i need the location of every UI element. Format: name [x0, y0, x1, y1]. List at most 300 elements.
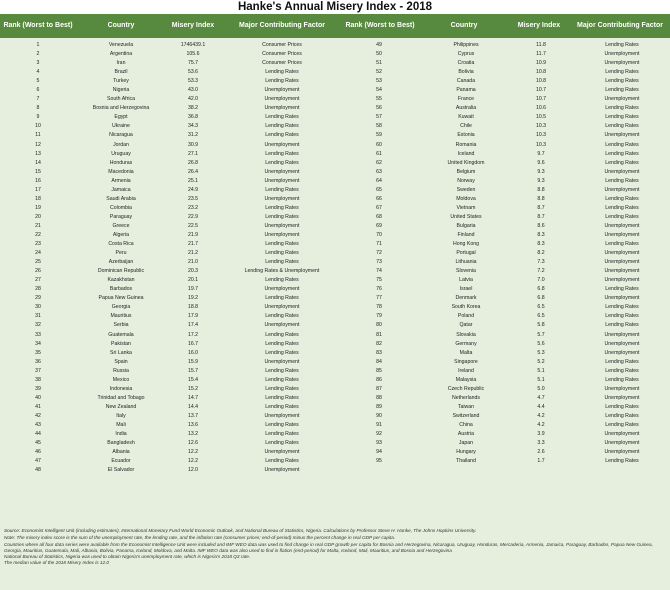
country-cell: Jordan: [113, 141, 129, 148]
header-country-right: Country: [450, 22, 478, 29]
note-definition: Note: The misery index score is the sum of the unemployment rate, the lending rate, and the inflation rate (consumer prices; end-of-period) minus the percent change in real GDP per capita.: [4, 535, 396, 541]
rank-cell: 40: [35, 394, 41, 401]
rank-cell: 27: [35, 277, 41, 284]
table-row: [0, 466, 336, 475]
table-header: [0, 14, 670, 38]
misery-index-cell: 13.6: [187, 421, 199, 428]
rank-cell: 21: [35, 222, 41, 229]
misery-index-cell: 20.1: [187, 277, 199, 284]
misery-index-cell: 11.8: [536, 42, 546, 48]
misery-index-cell: 4.7: [537, 394, 545, 401]
table-row: [0, 276, 336, 285]
country-cell: Iran: [116, 60, 126, 67]
country-cell: Romania: [455, 141, 477, 148]
rank-cell: 26: [35, 268, 41, 275]
rank-cell: 81: [376, 331, 382, 338]
misery-index-cell: 8.3: [537, 231, 545, 238]
table-row: [0, 439, 336, 448]
country-cell: Moldova: [456, 195, 476, 202]
factor-cell: Lending Rates: [605, 358, 639, 365]
factor-cell: Unemployment: [264, 195, 300, 202]
country-cell: Mali: [116, 421, 126, 428]
rank-cell: 4: [36, 69, 40, 76]
table-row: [336, 77, 670, 86]
country-cell: Egypt: [114, 114, 128, 121]
table-row: [0, 249, 336, 258]
factor-cell: Unemployment: [604, 259, 640, 266]
table-right-half: [336, 41, 670, 466]
misery-index-cell: 10.3: [535, 132, 547, 139]
rank-cell: 32: [35, 322, 41, 329]
table-row: [336, 294, 670, 303]
misery-index-cell: 9.6: [537, 159, 545, 166]
rank-cell: 87: [376, 385, 382, 392]
rank-cell: 8: [36, 105, 40, 112]
factor-cell: Lending Rates: [265, 349, 299, 356]
factor-cell: Lending Rates: [605, 195, 639, 202]
rank-cell: 44: [35, 431, 41, 438]
rank-cell: 75: [376, 277, 382, 284]
country-cell: Italy: [116, 412, 126, 419]
table-row: [336, 276, 670, 285]
table-row: [336, 204, 670, 213]
factor-cell: Unemployment: [604, 349, 640, 356]
factor-cell: Lending Rates: [265, 132, 299, 139]
factor-cell: Lending Rates: [605, 204, 639, 211]
rank-cell: 84: [376, 358, 382, 365]
factor-cell: Unemployment: [264, 87, 300, 94]
country-cell: Iceland: [457, 150, 475, 157]
country-cell: Kuwait: [458, 114, 474, 121]
country-cell: Slovakia: [456, 331, 476, 338]
rank-cell: 78: [376, 304, 382, 311]
table-row: [336, 421, 670, 430]
factor-cell: Unemployment: [604, 277, 640, 284]
country-cell: Pakistan: [111, 340, 131, 347]
factor-cell: Unemployment: [264, 222, 300, 229]
header-factor-right: Major Contributing Factor: [577, 22, 663, 29]
table-row: [336, 376, 670, 385]
country-cell: Malta: [459, 349, 473, 356]
country-cell: Portugal: [456, 250, 476, 257]
table-row: [336, 312, 670, 321]
rank-cell: 45: [35, 440, 41, 447]
country-cell: Netherlands: [452, 394, 480, 401]
header-rank-right: Rank (Worst to Best): [345, 22, 415, 29]
misery-index-cell: 36.8: [187, 114, 199, 121]
country-cell: Denmark: [455, 295, 477, 302]
misery-index-cell: 1746439.1: [180, 42, 206, 48]
rank-cell: 28: [35, 286, 41, 293]
table-row: [336, 68, 670, 77]
rank-cell: 59: [376, 132, 382, 139]
table-row: [0, 195, 336, 204]
misery-index-cell: 10.7: [535, 96, 547, 103]
note-nigeria: National Bureau of Statistics, Nigeria was used to obtain Nigeria's unemployment rate, which is Nigeria's 2018 Q3 rate.: [4, 554, 251, 560]
country-cell: Turkey: [113, 78, 129, 85]
rank-cell: 66: [376, 195, 382, 202]
table-row: [0, 349, 336, 358]
factor-cell: Lending Rates: [605, 286, 639, 293]
factor-cell: Unemployment: [264, 141, 300, 148]
factor-cell: Unemployment: [604, 331, 640, 338]
table-row: [0, 141, 336, 150]
misery-index-cell: 5.1: [537, 376, 545, 383]
table-row: [0, 186, 336, 195]
table-row: [0, 376, 336, 385]
factor-cell: Unemployment: [264, 105, 300, 112]
misery-index-cell: 21.2: [187, 250, 199, 257]
country-cell: United Kingdom: [447, 159, 485, 166]
rank-cell: 83: [376, 349, 382, 356]
table-row: [0, 294, 336, 303]
rank-cell: 92: [376, 431, 382, 438]
table-row: [0, 303, 336, 312]
table-row: [0, 213, 336, 222]
misery-index-cell: 19.7: [187, 286, 199, 293]
misery-index-cell: 1.7: [537, 458, 545, 465]
misery-index-cell: 31.2: [187, 132, 199, 139]
table-row: [0, 367, 336, 376]
country-cell: Venezuela: [108, 42, 134, 48]
factor-cell: Unemployment: [604, 449, 640, 456]
table-row: [336, 122, 670, 131]
factor-cell: Lending Rates: [265, 159, 299, 166]
factor-cell: Lending Rates: [605, 367, 639, 374]
table-row: [0, 113, 336, 122]
rank-cell: 63: [376, 168, 382, 175]
factor-cell: Unemployment: [264, 449, 300, 456]
rank-cell: 35: [35, 349, 41, 356]
rank-cell: 74: [376, 268, 382, 275]
country-cell: Vietnam: [456, 204, 476, 211]
misery-index-cell: 15.4: [187, 376, 199, 383]
country-cell: Bangladesh: [107, 440, 135, 447]
rank-cell: 47: [35, 458, 41, 465]
rank-cell: 19: [35, 204, 41, 211]
table-row: [336, 177, 670, 186]
misery-index-cell: 8.2: [537, 250, 545, 257]
misery-index-cell: 15.9: [187, 358, 199, 365]
factor-cell: Unemployment: [264, 358, 300, 365]
header-factor: Major Contributing Factor: [239, 22, 325, 29]
country-cell: Dominican Republic: [97, 268, 145, 275]
misery-index-cell: 17.2: [187, 331, 199, 338]
rank-cell: 70: [376, 231, 382, 238]
country-cell: Thailand: [456, 458, 476, 465]
table-row: [336, 258, 670, 267]
rank-cell: 72: [376, 250, 382, 257]
rank-cell: 76: [376, 286, 382, 293]
country-cell: Norway: [457, 177, 475, 184]
misery-index-cell: 12.6: [187, 440, 199, 447]
country-cell: Latvia: [459, 277, 473, 284]
country-cell: Macedonia: [108, 168, 134, 175]
rank-cell: 37: [35, 367, 41, 374]
rank-cell: 11: [35, 132, 41, 139]
rank-cell: 18: [35, 195, 41, 202]
table-row: [0, 312, 336, 321]
source-note: Source: Economist Intelligent Unit (including estimates), International Monetary Fund World Economic Outlook, and National Bureau of Statistics, Nigeria. Calculations by Professor Steve H. Hanke, The Johns Hopkins University.: [4, 528, 477, 533]
factor-cell: Lending Rates: [605, 313, 639, 320]
factor-cell: Lending Rates: [265, 186, 299, 193]
misery-index-cell: 14.4: [187, 403, 199, 410]
factor-cell: Unemployment: [604, 132, 640, 139]
table-row: [0, 168, 336, 177]
rank-cell: 22: [35, 231, 41, 238]
factor-cell: Unemployment: [264, 96, 300, 103]
misery-index-cell: 26.4: [187, 168, 199, 175]
table-row: [0, 95, 336, 104]
misery-index-cell: 8.7: [537, 204, 545, 211]
country-cell: Greece: [112, 222, 130, 229]
rank-cell: 58: [376, 123, 382, 130]
note-methodology: Countries where all four data series were available from the Economist Intelligence Unit were included and IMF WEO data was used to find change in real GDP growth per capita for Bosnia and Herzegovina, Nicaragua, Uruguay, Honduras, Mercaderia, Armenia, Jamaica, Paraguay, Barbados, Papua New Guinea, Georgia, Mauritius, Guatemala, Mali, Albania, Bolivia, Panama, Iceland, Moldova, and Malta. IMF WEO data was also used to find in flation (end-period) for Malta, Iceland, Mali, Mauritius, and Bosnia and Herzegovina: [4, 541, 653, 553]
rank-cell: 31: [35, 313, 41, 320]
rank-cell: 80: [376, 322, 382, 329]
header-misery-index-right: Misery Index: [517, 22, 561, 29]
rank-cell: 52: [376, 69, 382, 76]
rank-cell: 25: [35, 259, 41, 266]
factor-cell: Lending Rates: [265, 69, 299, 76]
country-cell: Argentina: [109, 51, 133, 58]
factor-cell: Lending Rates: [265, 213, 299, 220]
misery-index-cell: 7.3: [537, 259, 545, 266]
table-row: [336, 95, 670, 104]
table-row: [336, 285, 670, 294]
table-row: [336, 331, 670, 340]
country-cell: Germany: [455, 340, 477, 347]
factor-cell: Consumer Prices: [262, 42, 302, 48]
factor-cell: Lending Rates: [265, 313, 299, 320]
rank-cell: 48: [35, 467, 41, 474]
country-cell: Croatia: [457, 60, 475, 67]
factor-cell: Lending Rates: [605, 213, 639, 220]
table-row: [336, 403, 670, 412]
country-cell: Indonesia: [109, 385, 133, 392]
table-row: [336, 131, 670, 140]
misery-index-cell: 10.9: [535, 60, 547, 67]
misery-index-cell: 5.1: [537, 367, 545, 374]
factor-cell: Lending Rates: [605, 458, 639, 465]
factor-cell: Lending Rates: [605, 376, 639, 383]
misery-index-cell: 4.4: [537, 403, 545, 410]
rank-cell: 33: [35, 331, 41, 338]
factor-cell: Lending Rates: [265, 385, 299, 392]
factor-cell: Unemployment: [604, 186, 640, 193]
misery-index-cell: 10.3: [535, 141, 547, 148]
table-row: [0, 150, 336, 159]
misery-index-cell: 53.6: [187, 69, 199, 76]
misery-index-cell: 2.6: [537, 449, 545, 456]
rank-cell: 10: [35, 123, 41, 130]
factor-cell: Lending Rates: [605, 421, 639, 428]
misery-index-cell: 15.2: [187, 385, 199, 392]
factor-cell: Unemployment: [604, 340, 640, 347]
rank-cell: 6: [36, 87, 40, 94]
country-cell: New Zealand: [105, 403, 137, 410]
factor-cell: Lending Rates: [265, 394, 299, 401]
country-cell: Saudi Arabia: [106, 195, 136, 202]
table-row: [0, 41, 336, 50]
rank-cell: 56: [376, 105, 382, 112]
footnotes: [4, 528, 666, 567]
factor-cell: Lending Rates: [605, 412, 639, 419]
table-left-half: [0, 41, 336, 475]
misery-index-cell: 20.3: [187, 268, 199, 275]
factor-cell: Lending Rates: [265, 241, 299, 248]
table-row: [0, 340, 336, 349]
misery-index-cell: 10.8: [535, 78, 547, 85]
country-cell: Singapore: [454, 358, 478, 365]
table-row: [0, 412, 336, 421]
country-cell: Qatar: [459, 322, 473, 329]
table-row: [0, 50, 336, 59]
factor-cell: Lending Rates: [605, 123, 639, 130]
country-cell: Panama: [456, 87, 476, 94]
country-cell: Australia: [455, 105, 477, 112]
table-row: [336, 41, 670, 50]
misery-index-cell: 9.7: [537, 150, 545, 157]
table-row: [336, 231, 670, 240]
rank-cell: 57: [376, 114, 382, 121]
table-row: [336, 195, 670, 204]
misery-index-cell: 4.2: [537, 412, 545, 419]
factor-cell: Lending Rates: [265, 123, 299, 130]
factor-cell: Unemployment: [604, 168, 640, 175]
country-cell: Czech Republic: [447, 385, 485, 392]
rank-cell: 17: [35, 186, 41, 193]
rank-cell: 69: [376, 222, 382, 229]
misery-index-cell: 6.8: [537, 295, 545, 302]
country-cell: United States: [450, 213, 482, 220]
country-cell: Chile: [460, 123, 472, 130]
factor-cell: Lending Rates: [265, 440, 299, 447]
misery-index-cell: 10.7: [535, 87, 547, 94]
rank-cell: 71: [376, 241, 382, 248]
misery-index-cell: 12.0: [187, 467, 199, 474]
country-cell: Nigeria: [112, 87, 130, 94]
misery-index-cell: 12.2: [187, 458, 199, 465]
factor-cell: Lending Rates: [265, 421, 299, 428]
factor-cell: Lending Rates: [605, 150, 639, 157]
factor-cell: Lending Rates: [605, 141, 639, 148]
country-cell: China: [459, 421, 473, 428]
rank-cell: 64: [376, 177, 382, 184]
rank-cell: 88: [376, 394, 382, 401]
country-cell: Guatemala: [108, 331, 134, 338]
country-cell: Ecuador: [111, 458, 131, 465]
misery-index-cell: 105.6: [186, 51, 200, 58]
country-cell: Israel: [459, 286, 473, 293]
factor-cell: Lending Rates: [265, 295, 299, 302]
rank-cell: 91: [376, 421, 382, 428]
table-row: [0, 122, 336, 131]
country-cell: Serbia: [113, 322, 129, 329]
country-cell: Sweden: [456, 186, 476, 193]
table-row: [0, 331, 336, 340]
table-row: [336, 321, 670, 330]
table-row: [0, 231, 336, 240]
misery-index-cell: 42.0: [187, 96, 199, 103]
country-cell: Austria: [457, 431, 475, 438]
table-row: [0, 77, 336, 86]
factor-cell: Lending Rates: [265, 340, 299, 347]
country-cell: Lithuania: [455, 259, 477, 266]
misery-index-cell: 15.7: [187, 367, 199, 374]
country-cell: Taiwan: [457, 403, 475, 410]
country-cell: Brazil: [114, 69, 128, 76]
country-cell: Hong Kong: [453, 241, 479, 248]
factor-cell: Lending Rates: [265, 458, 299, 465]
factor-cell: Unemployment: [604, 222, 640, 229]
rank-cell: 82: [376, 340, 382, 347]
header-misery-index: Misery Index: [171, 22, 215, 29]
table-row: [336, 340, 670, 349]
country-cell: Colombia: [110, 204, 132, 211]
rank-cell: 93: [376, 440, 382, 447]
country-cell: Georgia: [111, 304, 131, 311]
misery-index-cell: 3.9: [537, 431, 545, 438]
factor-cell: Unemployment: [264, 304, 300, 311]
country-cell: Honduras: [109, 159, 133, 166]
misery-index-cell: 8.3: [537, 241, 545, 248]
rank-cell: 65: [376, 186, 382, 193]
factor-cell: Lending Rates: [605, 159, 639, 166]
misery-index-cell: 5.0: [537, 385, 545, 392]
misery-index-cell: 30.9: [187, 141, 199, 148]
table-row: [336, 303, 670, 312]
country-cell: Mauritius: [110, 313, 132, 320]
table-row: [336, 213, 670, 222]
misery-index-cell: 10.5: [535, 114, 547, 121]
rank-cell: 23: [35, 241, 41, 248]
country-cell: Peru: [115, 250, 127, 257]
misery-index-cell: 8.8: [537, 195, 545, 202]
country-cell: Canada: [456, 78, 476, 85]
misery-index-cell: 4.2: [537, 421, 545, 428]
factor-cell: Lending Rates: [265, 277, 299, 284]
misery-index-cell: 25.1: [187, 177, 199, 184]
factor-cell: Unemployment: [604, 51, 640, 58]
country-cell: Costa Rica: [108, 241, 134, 248]
misery-index-cell: 10.8: [535, 69, 547, 76]
country-cell: Slovenia: [456, 268, 476, 275]
table-row: [0, 403, 336, 412]
misery-index-cell: 5.3: [537, 349, 545, 356]
misery-index-cell: 10.3: [535, 123, 547, 130]
country-cell: Nicaragua: [109, 132, 133, 139]
country-cell: Philippines: [453, 42, 479, 48]
table-row: [336, 159, 670, 168]
misery-index-cell: 5.6: [537, 340, 545, 347]
factor-cell: Lending Rates: [605, 177, 639, 184]
rank-cell: 41: [35, 403, 41, 410]
misery-index-cell: 7.2: [537, 268, 545, 275]
factor-cell: Lending Rates: [605, 78, 639, 85]
misery-index-cell: 13.2: [187, 431, 199, 438]
table-row: [0, 457, 336, 466]
misery-index-cell: 26.8: [187, 159, 199, 166]
factor-cell: Unemployment: [604, 268, 640, 275]
misery-index-cell: 18.8: [187, 304, 199, 311]
rank-cell: 50: [376, 51, 382, 58]
misery-index-cell: 23.5: [187, 195, 199, 202]
country-cell: Russia: [113, 367, 129, 374]
factor-cell: Unemployment: [604, 385, 640, 392]
rank-cell: 29: [35, 295, 41, 302]
table-row: [0, 222, 336, 231]
